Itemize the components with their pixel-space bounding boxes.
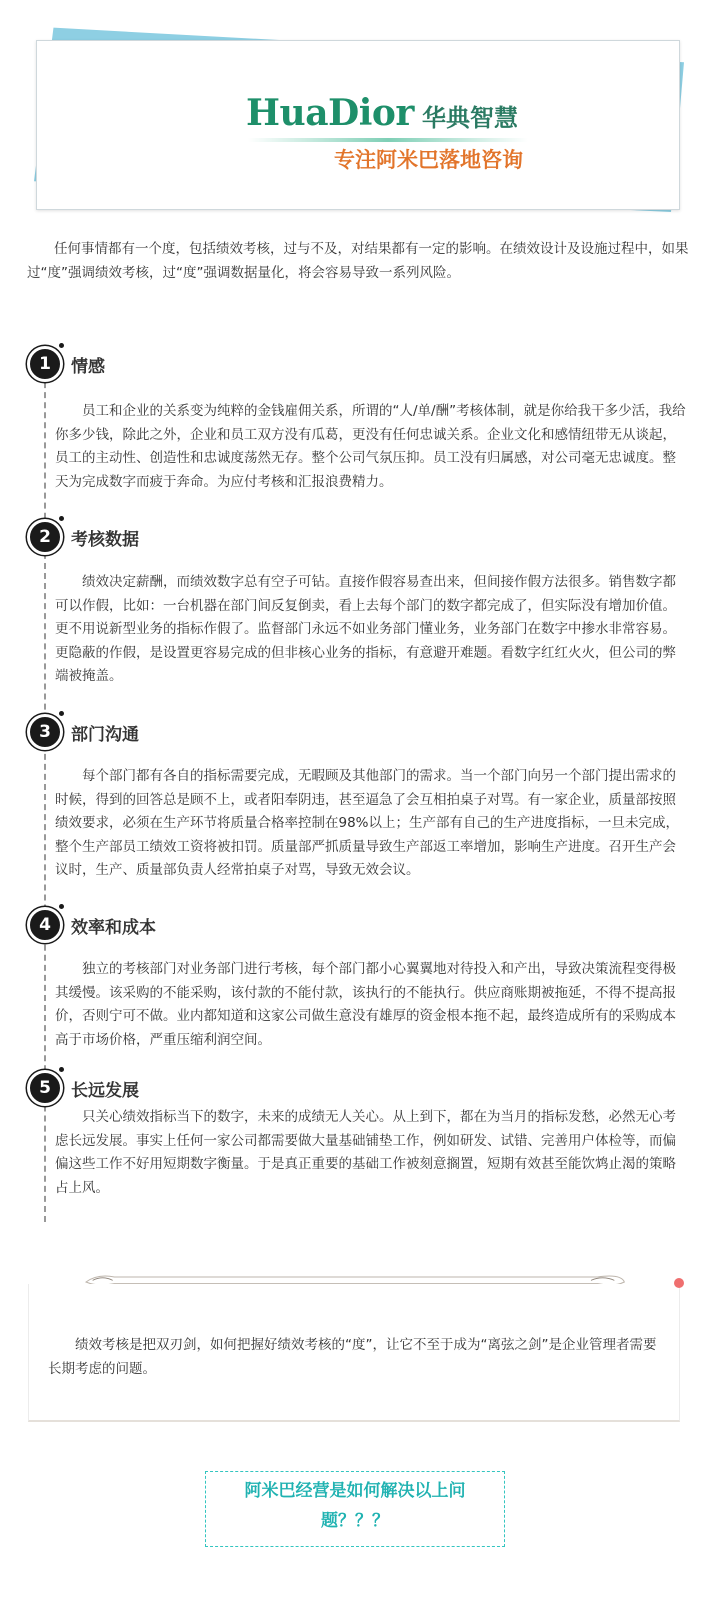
number-badge: 2 xyxy=(27,519,63,555)
section-title: 效率和成本 xyxy=(71,918,156,938)
badge-dot xyxy=(59,904,64,909)
section-text: 员工和企业的关系变为纯粹的金钱雇佣关系，所谓的“人/单/酬”考核体制，就是你给我干多少活，我给你多少钱，除此之外，企业和员工双方没有瓜葛，更没有任何忠诚关系。企业文化和感情纽带无从谈起，员工的主动性、创造性和忠诚度荡然无存。整个公司气氛压抑。员工没有归属感，对公司毫无忠诚度。整天为完成数字而疲于奔命。为应付考核和汇报浪费精力。 xyxy=(55,403,686,490)
number-badge: 3 xyxy=(27,714,63,750)
section-text: 独立的考核部门对业务部门进行考核，每个部门都小心翼翼地对待投入和产出，导致决策流程变得极其缓慢。该采购的不能采购，该付款的不能付款，该执行的不能执行。供应商账期被拖延，不得不提高报价，否则宁可不做。业内都知道和这家公司做生意没有雄厚的资金根本拖不起，最终造成所有的采购成本高于市场价格，严重压缩利润空间。 xyxy=(55,961,676,1048)
pin-icon xyxy=(674,1278,684,1288)
question-line-2: 题？？？ xyxy=(321,1511,389,1531)
intro-text: 任何事情都有一个度，包括绩效考核，过与不及，对结果都有一定的影响。在绩效设计及设施过程中，如果过“度”强调绩效考核，过“度”强调数据量化，将会容易导致一系列风险。 xyxy=(27,241,689,281)
section-title: 情感 xyxy=(71,357,105,377)
section-body-3 xyxy=(55,765,689,883)
brand-logo-text: HuaDior xyxy=(246,92,414,134)
section-title: 长远发展 xyxy=(71,1081,139,1101)
badge-dot xyxy=(59,516,64,521)
badge-dot xyxy=(59,1067,64,1072)
brand-slogan: 专注阿米巴落地咨询 xyxy=(334,148,523,172)
section-text: 只关心绩效指标当下的数字，未来的成绩无人关心。从上到下，都在为当月的指标发愁，必然无心考虑长远发展。事实上任何一家公司都需要做大量基础铺垫工作，例如研发、试错、完善用户体检等，而偏偏这些工作不好用短期数字衡量。于是真正重要的基础工作被刻意搁置，短期有效甚至能饮鸩止渴的策略占上风。 xyxy=(55,1109,676,1196)
section-body-1 xyxy=(55,400,689,494)
section-title: 考核数据 xyxy=(71,530,139,550)
conclusion-paragraph xyxy=(48,1334,668,1381)
brand-logo-chinese: 华典智慧 xyxy=(422,104,518,132)
section-body-4 xyxy=(55,958,689,1052)
section-text: 每个部门都有各自的指标需要完成，无暇顾及其他部门的需求。当一个部门向另一个部门提出需求的时候，得到的回答总是顾不上，或者阳奉阴违，甚至逼急了会互相拍桌子对骂。有一家企业，质量部按照绩效要求，必须在生产环节将质量合格率控制在98%以上；生产部有自己的生产进度指标，一旦未完成，整个生产部员工绩效工资将被扣罚。质量部严抓质量导致生产部返工率增加，影响生产进度。召开生产会议时，生产、质量部负责人经常拍桌子对骂，导致无效会议。 xyxy=(55,768,680,878)
section-body-2 xyxy=(55,571,689,689)
number-badge: 4 xyxy=(27,907,63,943)
badge-dot xyxy=(59,711,64,716)
section-text: 绩效决定薪酬，而绩效数字总有空子可钻。直接作假容易查出来，但间接作假方法很多。销售数字都可以作假，比如：一台机器在部门间反复倒卖，看上去每个部门的数字都完成了，但实际没有增加价值。更不用说新型业务的指标作假了。监督部门永远不如业务部门懂业务，业务部门在数字中掺水非常容易。更隐蔽的作假，是设置更容易完成的但非核心业务的指标，有意避开难题。看数字红红火火，但公司的弊端被掩盖。 xyxy=(55,574,676,684)
conclusion-text: 绩效考核是把双刃剑，如何把握好绩效考核的“度”，让它不至于成为“离弦之剑”是企业管理者需要长期考虑的问题。 xyxy=(48,1337,657,1377)
badge-dot xyxy=(59,343,64,348)
section-title: 部门沟通 xyxy=(71,725,139,745)
header-banner xyxy=(34,20,684,212)
number-badge: 5 xyxy=(27,1070,63,1106)
section-body-5 xyxy=(55,1106,689,1200)
number-badge: 1 xyxy=(27,346,63,382)
question-text xyxy=(206,1472,504,1536)
logo-underline xyxy=(248,138,528,142)
question-box xyxy=(205,1471,505,1547)
intro-paragraph xyxy=(27,238,689,285)
question-line-1: 阿米巴经营是如何解决以上问 xyxy=(244,1481,466,1501)
